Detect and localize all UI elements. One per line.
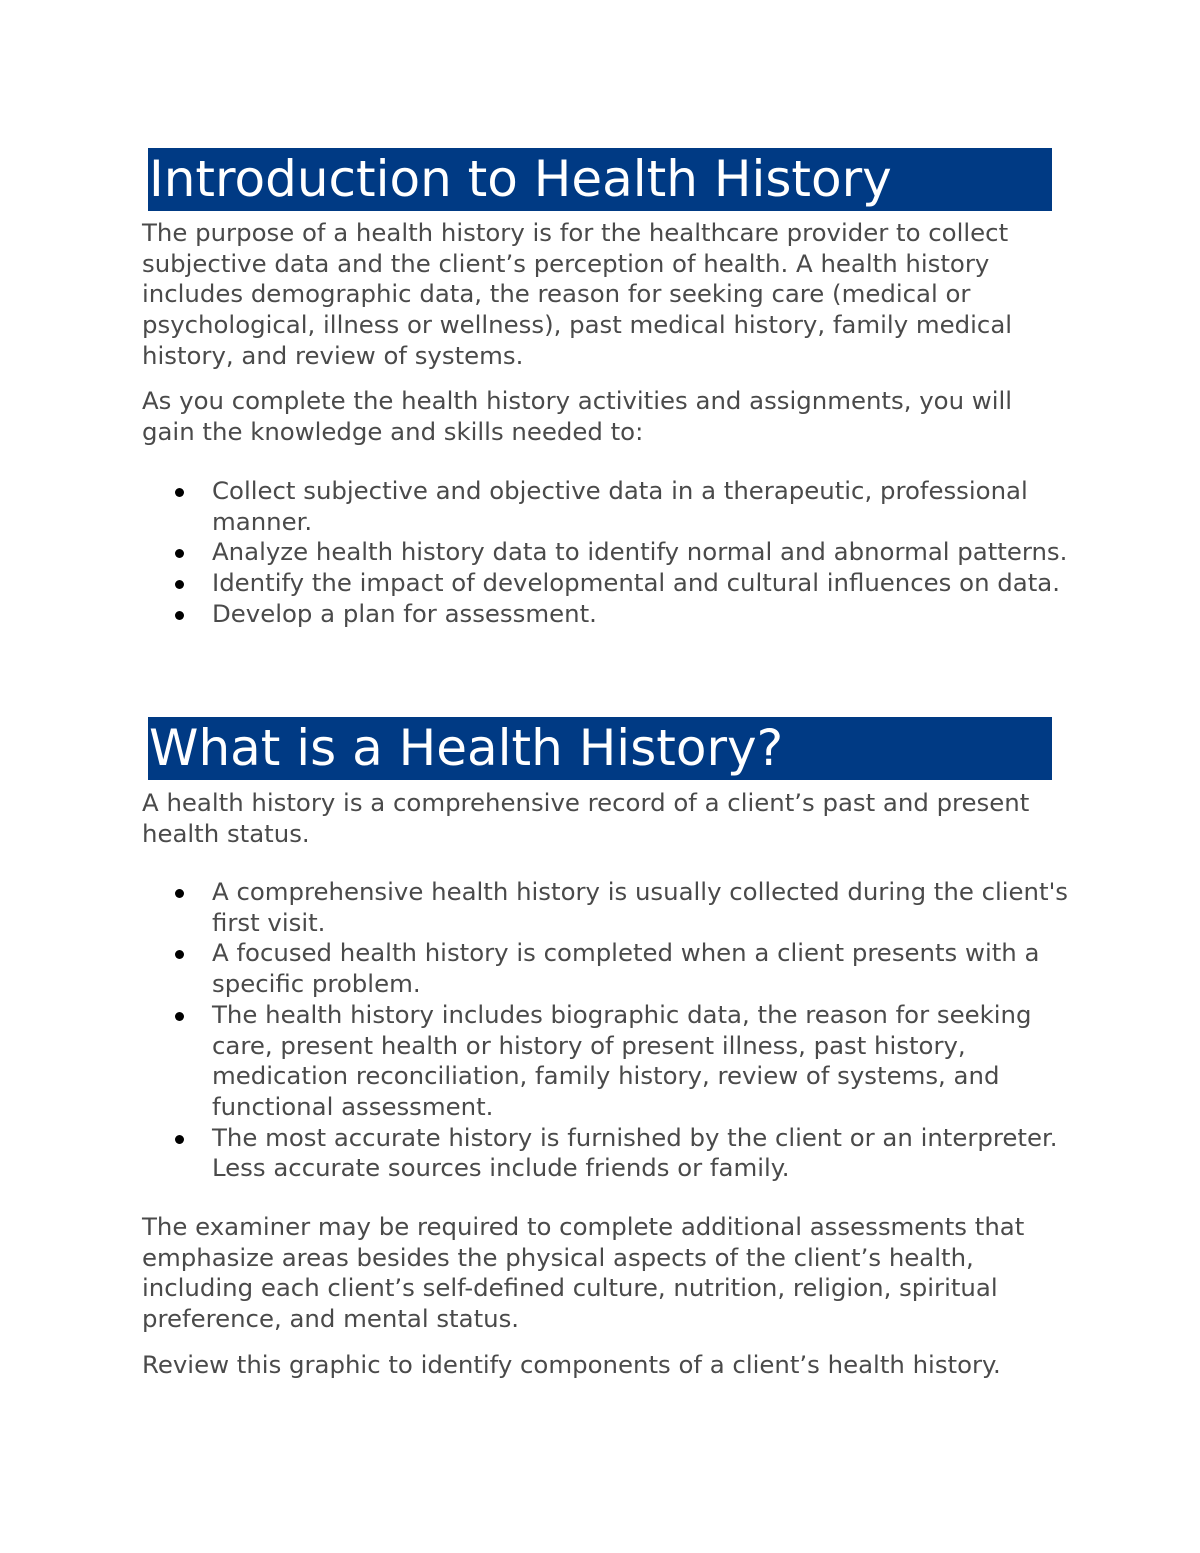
list-item: The health history includes biographic data, the reason for seeking care, present health or history of present illness, past history, medication reconciliation, family history, review of systems, and functional assessment. (142, 1000, 1072, 1123)
list-item: Analyze health history data to identify normal and abnormal patterns. (142, 537, 1072, 568)
definition-paragraph: A health history is a comprehensive record of a client’s past and present health status. (142, 788, 1030, 848)
history-facts-list (142, 877, 1072, 1184)
list-item: A focused health history is completed when a client presents with a specific problem. (142, 938, 1072, 999)
intro-paragraph: The purpose of a health history is for the healthcare provider to collect subjective data and the client’s perception of health. A health history includes demographic data, the reason for seeking care (medical or psychological, illness or wellness), past medical history, family medical history, and review of systems. (142, 218, 1013, 370)
bullet-icon (175, 580, 184, 589)
bullet-icon (175, 611, 184, 620)
list-item: Collect subjective and objective data in a therapeutic, professional manner. (142, 476, 1072, 537)
bullet-icon (175, 1135, 184, 1144)
list-item: Develop a plan for assessment. (142, 599, 1072, 630)
bullet-icon (175, 950, 184, 959)
section-heading-intro: Introduction to Health History (148, 148, 1052, 211)
list-item: Identify the impact of developmental and cultural influences on data. (142, 568, 1072, 599)
objectives-list (142, 476, 1072, 630)
lead-paragraph: As you complete the health history activities and assignments, you will gain the knowledge and skills needed to: (142, 386, 1013, 446)
section-heading-what-is: What is a Health History? (148, 717, 1052, 780)
list-item: A comprehensive health history is usually collected during the client's first visit. (142, 877, 1072, 938)
list-item: The most accurate history is furnished by the client or an interpreter. Less accurate sources include friends or family. (142, 1123, 1072, 1184)
additional-assessments-paragraph: The examiner may be required to complete additional assessments that emphasize areas besides the physical aspects of the client’s health, including each client’s self-defined culture, nutrition, religion, spiritual preference, and mental status. (142, 1212, 1025, 1334)
review-graphic-paragraph: Review this graphic to identify components of a client’s health history. (142, 1350, 1001, 1379)
bullet-icon (175, 549, 184, 558)
bullet-icon (175, 889, 184, 898)
bullet-icon (175, 1012, 184, 1021)
bullet-icon (175, 488, 184, 497)
